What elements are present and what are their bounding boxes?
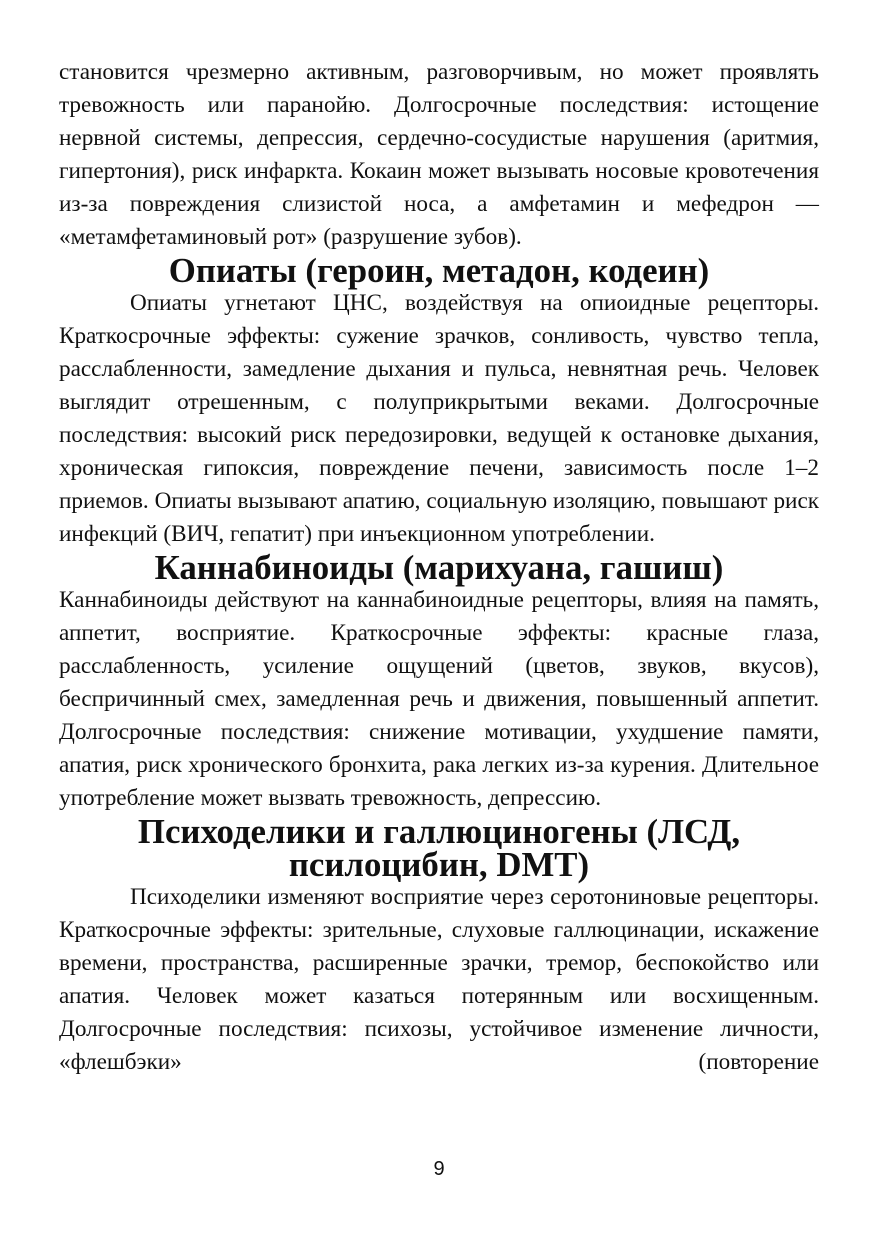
section-heading-cannabinoids: Каннабиноиды (марихуана, гашиш)	[154, 548, 724, 587]
section-body-cannabinoids: Каннабиноиды действуют на каннабиноидные рецепторы, влияя на память, аппетит, восприятие. Краткосрочные эффекты: красные глаза, расслабленность, усиление ощущений (цветов, звуков, вкусов), беспричинный смех, замедленная речь и движения, повышенный аппетит. Долгосрочные последствия: снижение мотивации, ухудшение памяти, апатия, риск хронического бронхита, рака легких из-за курения. Длительное употребление может вызвать тревожность, депрессию.	[59, 587, 819, 811]
intro-paragraph: становится чрезмерно активным, разговорчивым, но может проявлять тревожность или паранойю. Долгосрочные последствия: истощение нервной системы, депрессия, сердечно-сосудистые нарушения (аритмия, гипертония), риск инфаркта. Кокаин может вызывать носовые кровотечения из-за повреждения слизистой носа, а амфетамин и мефедрон — «метамфетаминовый рот» (разрушение зубов).	[59, 59, 819, 250]
section-heading-psychedelics: Психоделики и галлюциногены (ЛСД, псилоцибин, DMT)	[137, 812, 741, 884]
document-page	[59, 56, 819, 1079]
section-heading-opiates: Опиаты (героин, метадон, кодеин)	[168, 251, 710, 290]
page-number: 9	[433, 1158, 445, 1180]
section-body-psychedelics: Психоделики изменяют восприятие через серотониновые рецепторы. Краткосрочные эффекты: зрительные, слуховые галлюцинации, искажение времени, пространства, расширенные зрачки, тремор, беспокойство или апатия. Человек может казаться потерянным или восхищенным. Долгосрочные последствия: психозы, устойчивое изменение личности, «флешбэки» (повторение	[59, 884, 819, 1075]
section-body-opiates: Опиаты угнетают ЦНС, воздействуя на опиоидные рецепторы. Краткосрочные эффекты: сужение зрачков, сонливость, чувство тепла, расслабленности, замедление дыхания и пульса, невнятная речь. Человек выглядит отрешенным, с полуприкрытыми веками. Долгосрочные последствия: высокий риск передозировки, ведущей к остановке дыхания, хроническая гипоксия, повреждение печени, зависимость после 1–2 приемов. Опиаты вызывают апатию, социальную изоляцию, повышают риск инфекций (ВИЧ, гепатит) при инъекционном употреблении.	[59, 290, 819, 547]
